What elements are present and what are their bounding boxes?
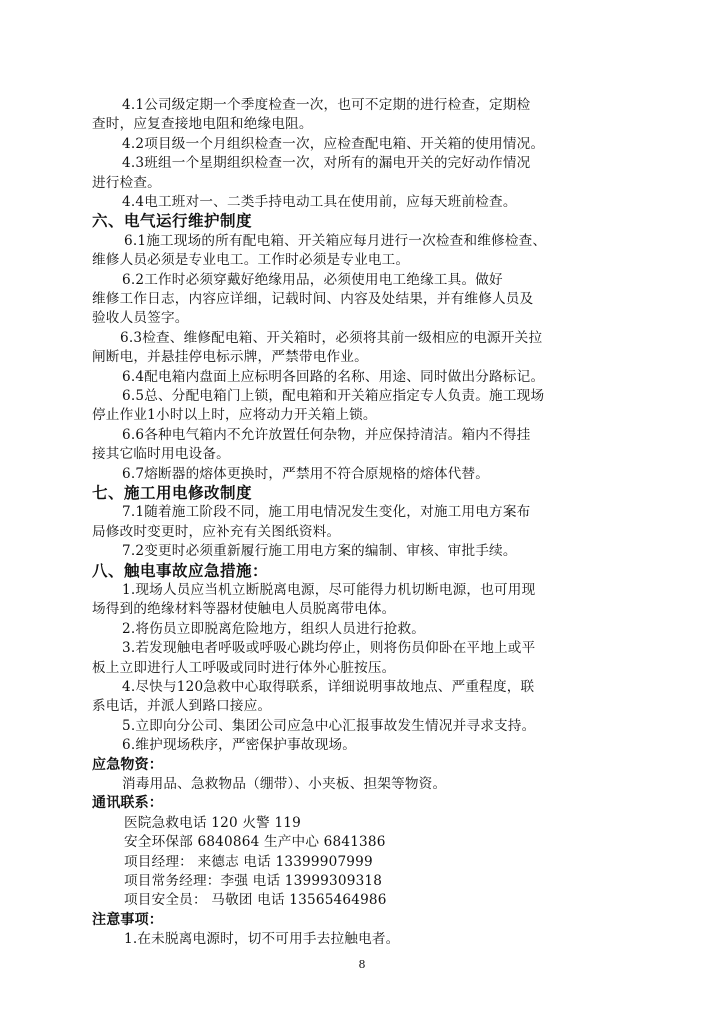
text-line: 局修改时变更时，应补充有关图纸资料。 bbox=[92, 523, 341, 540]
text-line: 4.2项目级一个月组织检查一次，应检查配电箱、开关箱的使用情况。 bbox=[122, 135, 545, 152]
text-line: 2.将伤员立即脱离危险地方，组织人员进行抢救。 bbox=[122, 620, 426, 637]
text-line: 6.5总、分配电箱门上锁，配电箱和开关箱应指定专人负责。施工现场 bbox=[122, 388, 545, 404]
text-line: 1.在未脱离电源时，切不可用手去拉触电者。 bbox=[124, 931, 400, 948]
text-line: 医院急救电话 120 火警 119 bbox=[124, 814, 302, 831]
text-line: 消毒用品、急救物品（绷带）、小夹板、担架等物资。 bbox=[122, 776, 447, 792]
text-line: 6.7熔断器的熔体更换时，严禁用不符合原规格的熔体代替。 bbox=[122, 465, 490, 482]
text-line: 6.6各种电气箱内不允许放置任何杂物，并应保持清洁。箱内不得挂 bbox=[122, 426, 531, 443]
text-line: 维修工作日志，内容应详细，记载时间、内容及处结果，并有维修人员及 bbox=[92, 291, 534, 307]
text-line: 6.2工作时必须穿戴好绝缘用品，必须使用电工绝缘工具。做好 bbox=[122, 271, 503, 288]
subheading: 通讯联系： bbox=[92, 795, 163, 812]
text-line: 闸断电，并悬挂停电标示牌，严禁带电作业。 bbox=[92, 349, 368, 366]
text-line: 进行检查。 bbox=[92, 174, 161, 191]
text-line: 维修人员必须是专业电工。工作时必须是专业电工。 bbox=[92, 252, 410, 269]
subheading: 注意事项： bbox=[92, 911, 163, 928]
text-line: 项目常务经理：李强 电话 13999309318 bbox=[124, 873, 383, 889]
text-line: 6.1施工现场的所有配电箱、开关箱应每月进行一次检查和维修检查、 bbox=[124, 232, 547, 249]
subheading: 应急物资： bbox=[92, 756, 163, 773]
page-number: 8 bbox=[358, 957, 366, 971]
text-line: 1.现场人员应当机立断脱离电源，尽可能得力机切断电源，也可用现 bbox=[122, 582, 536, 598]
section-heading: 八、触电事故应急措施： bbox=[92, 561, 269, 580]
text-line: 系电话，并派人到路口接应。 bbox=[92, 698, 272, 715]
text-line: 4.1公司级定期一个季度检查一次，也可不定期的进行检查，定期检 bbox=[122, 97, 531, 113]
text-line: 7.1随着施工阶段不同，施工用电情况发生变化，对施工用电方案布 bbox=[122, 504, 531, 521]
text-line: 板上立即进行人工呼吸或同时进行体外心脏按压。 bbox=[92, 659, 396, 676]
text-line: 接其它临时用电设备。 bbox=[92, 446, 230, 463]
text-line: 7.2变更时必须重新履行施工用电方案的编制、审核、审批手续。 bbox=[122, 543, 517, 560]
text-line: 停止作业1小时以上时，应将动力开关箱上锁。 bbox=[92, 407, 377, 424]
text-line: 3.若发现触电者呼吸或呼吸心跳均停止，则将伤员仰卧在平地上或平 bbox=[122, 640, 536, 657]
text-line: 6.维护现场秩序，严密保护事故现场。 bbox=[122, 737, 357, 754]
text-line: 6.4配电箱内盘面上应标明各回路的名称、用途、同时做出分路标记。 bbox=[122, 368, 545, 385]
section-heading: 七、施工用电修改制度 bbox=[92, 484, 253, 502]
text-line: 查时，应复查接地电阻和绝缘电阻。 bbox=[92, 116, 313, 133]
section-heading: 六、电气运行维护制度 bbox=[92, 212, 253, 231]
text-line: 项目经理： 来德志 电话 13399907999 bbox=[124, 853, 373, 870]
text-line: 4.尽快与120急救中心取得联系，详细说明事故地点、严重程度，联 bbox=[122, 679, 535, 695]
text-line: 6.3检查、维修配电箱、开关箱时，必须将其前一级相应的电源开关拉 bbox=[120, 329, 543, 346]
text-line: 验收人员签字。 bbox=[92, 310, 189, 327]
text-line: 项目安全员： 马敬团 电话 13565464986 bbox=[124, 892, 387, 909]
text-line: 场得到的绝缘材料等器材使触电人员脱离带电体。 bbox=[92, 601, 396, 618]
text-line: 4.4电工班对一、二类手持电动工具在使用前，应每天班前检查。 bbox=[122, 194, 517, 210]
text-line: 5.立即向分公司、集团公司应急中心汇报事故发生情况并寻求支持。 bbox=[122, 717, 536, 734]
text-line: 安全环保部 6840864 生产中心 6841386 bbox=[124, 834, 386, 851]
text-line: 4.3班组一个星期组织检查一次，对所有的漏电开关的完好动作情况 bbox=[122, 155, 531, 172]
